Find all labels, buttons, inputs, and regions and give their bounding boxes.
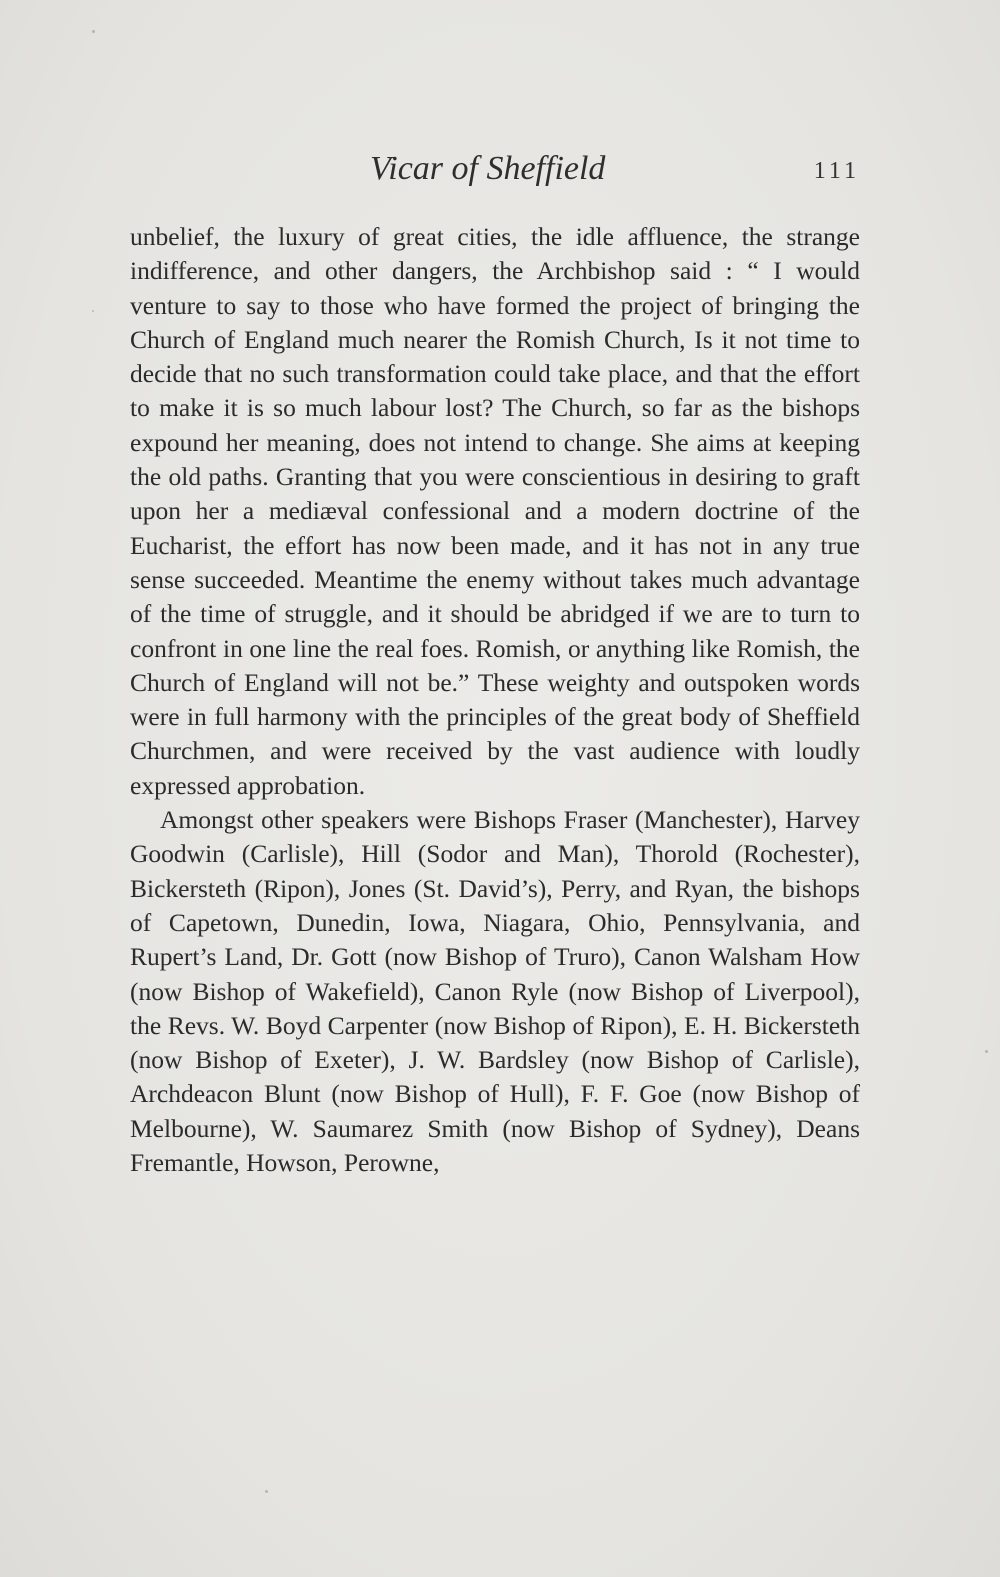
paper-speck: [265, 1490, 268, 1493]
paper-speck: [92, 30, 95, 33]
paragraph-continued: unbelief, the luxury of great cities, the idle affluence, the strange indifference, and other dangers, the Archbishop said : “ I would venture to say to those who have formed the project of bringing the Church of England much nearer the Romish Church, Is it not time to decide that no such transformation could take place, and that the effort to make it is so much labour lost? The Church, so far as the bishops expound her meaning, does not intend to change. She aims at keeping the old paths. Granting that you were conscientious in desiring to graft upon her a mediæval confessional and a modern doctrine of the Eucharist, the effort has now been made, and it has not in any true sense succeeded. Meantime the enemy without takes much advantage of the time of struggle, and it should be abridged if we are to turn to confront in one line the real foes. Romish, or anything like Romish, the Church of England will not be.” These weighty and outspoken words were in full harmony with the principles of the great body of Sheffield Churchmen, and were received by the vast audience with loudly expressed approbation.: [130, 222, 860, 800]
paper-speck: [92, 310, 94, 312]
body-text: [130, 220, 860, 1180]
running-title: Vicar of Sheffield: [370, 150, 606, 187]
paragraph-speakers: Amongst other speakers were Bishops Fraser (Manchester), Harvey Goodwin (Carlisle), Hill (Sodor and Man), Thorold (Rochester), Bickersteth (Ripon), Jones (St. David’s), Perry, and Ryan, the bishops of Capetown, Dunedin, Iowa, Niagara, Ohio, Pennsylvania, and Rupert’s Land, Dr. Gott (now Bishop of Truro), Canon Walsham How (now Bishop of Wakefield), Canon Ryle (now Bishop of Liverpool), the Revs. W. Boyd Carpenter (now Bishop of Ripon), E. H. Bickersteth (now Bishop of Exeter), J. W. Bardsley (now Bishop of Carlisle), Archdeacon Blunt (now Bishop of Hull), F. F. Goe (now Bishop of Melbourne), W. Saumarez Smith (now Bishop of Sydney), Deans Fremantle, Howson, Perowne,: [130, 805, 860, 1178]
page-header: [130, 150, 860, 190]
page-number: 111: [813, 158, 860, 184]
paper-speck: [985, 1050, 988, 1053]
